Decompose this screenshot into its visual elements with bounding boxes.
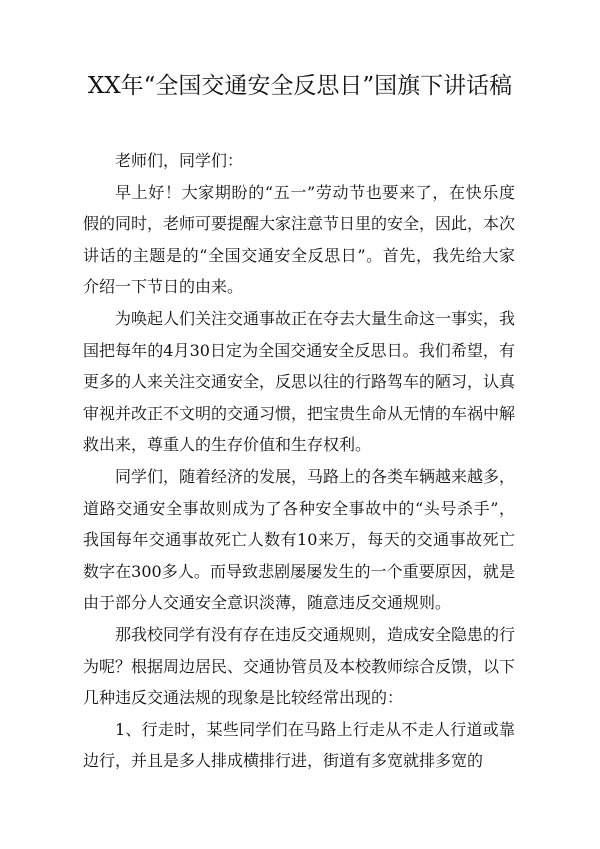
list-item-paragraph: 1、行走时，某些同学们在马路上行走从不走人行道或靠边行，并且是多人排成横排行进，街道有多宽就排多宽的	[83, 719, 515, 771]
body-paragraph: 早上好！大家期盼的“五一”劳动节也要来了，在快乐度假的同时，老师可要提醒大家注意节日里的安全，因此，本次讲话的主题是的“全国交通安全反思日”。首先，我先给大家介绍一下节日的由来。	[83, 182, 516, 297]
document-title: XX年“全国交通安全反思日”国旗下讲话稿	[87, 73, 513, 99]
document-body	[83, 145, 515, 777]
body-paragraph: 同学们，随着经济的发展，马路上的各类车辆越来越多，道路交通安全事故则成为了各种安全事故中的“头号杀手”，我国每年交通事故死亡人数有10来万，每天的交通事故死亡数字在300多人。而导致悲剧屡屡发生的一个重要原因，就是由于部分人交通安全意识淡薄，随意违反交通规则。	[83, 466, 516, 613]
salutation-paragraph: 老师们，同学们：	[115, 151, 244, 170]
body-paragraph: 那我校同学有没有存在违反交通规则，造成安全隐患的行为呢？根据周边居民、交通协管员及本校教师综合反馈，以下几种违反交通法规的现象是比较经常出现的：	[83, 624, 516, 708]
body-paragraph: 为唤起人们关注交通事故正在夺去大量生命这一事实，我国把每年的4月30日定为全国交通安全反思日。我们希望，有更多的人来关注交通安全，反思以往的行路驾车的陋习，认真审视并改正不文明的交通习惯，把宝贵生命从无情的车祸中解救出来，尊重人的生存价值和生存权利。	[83, 308, 516, 455]
